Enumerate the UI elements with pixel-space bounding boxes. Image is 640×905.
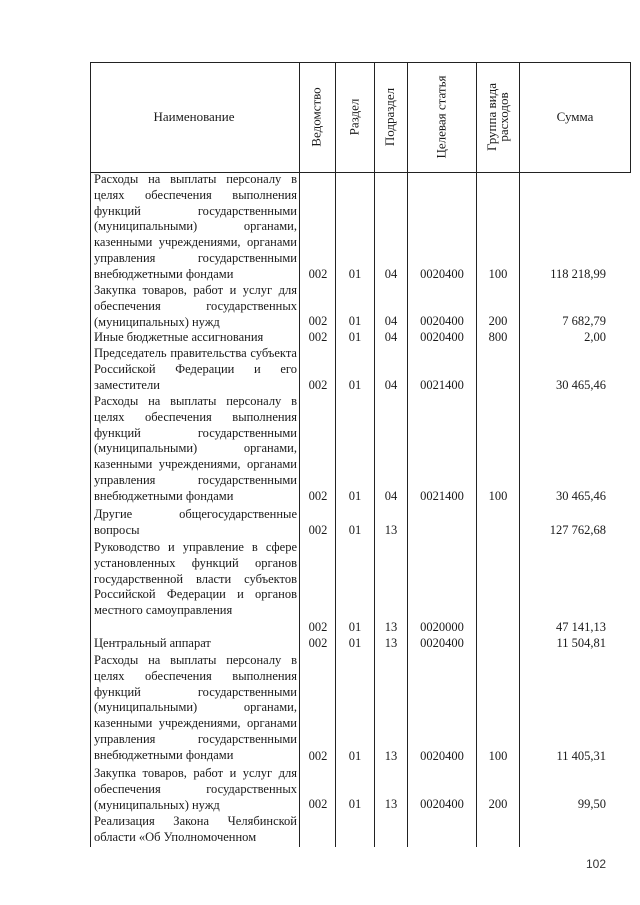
col-divider-summa bbox=[519, 62, 520, 847]
header-gruppa-label bbox=[483, 83, 511, 151]
row-2-razdel: 01 bbox=[348, 330, 362, 344]
row-3-podrazdel: 04 bbox=[384, 378, 398, 392]
row-1-tselevaya: 0020400 bbox=[420, 314, 464, 328]
header-summa: Сумма bbox=[556, 109, 594, 124]
row-4-podrazdel: 04 bbox=[384, 489, 398, 503]
col-divider-vedomstvo bbox=[299, 62, 300, 847]
row-4-gruppa: 100 bbox=[488, 489, 508, 503]
row-0-gruppa: 100 bbox=[488, 267, 508, 281]
header-gruppa-line1: Группа вида bbox=[483, 83, 499, 151]
row-9-razdel: 01 bbox=[348, 797, 362, 811]
row-2-name: Иные бюджетные ассигнования bbox=[94, 330, 264, 344]
row-8-vedomstvo: 002 bbox=[308, 749, 328, 763]
row-4-summa: 30 465,46 bbox=[556, 489, 606, 503]
row-0-podrazdel: 04 bbox=[384, 267, 398, 281]
row-0-vedomstvo: 002 bbox=[308, 267, 328, 281]
row-6-vedomstvo: 002 bbox=[308, 620, 328, 634]
row-9-name: Закупка товаров, работ и услуг для обеспечения государственных (муниципальных) нужд bbox=[94, 766, 297, 812]
header-podrazdel-label: Подраздел bbox=[382, 87, 398, 147]
row-5-name: Другие общегосударственные вопросы bbox=[94, 507, 297, 537]
row-9-summa: 99,50 bbox=[577, 797, 606, 811]
header-tselevaya bbox=[407, 62, 476, 172]
header-vedomstvo-label: Ведомство bbox=[309, 87, 324, 147]
row-7-summa: 11 504,81 bbox=[556, 636, 606, 650]
row-6-tselevaya: 0020000 bbox=[420, 620, 464, 634]
row-2-tselevaya: 0020400 bbox=[420, 330, 464, 344]
page-number: 102 bbox=[586, 857, 607, 871]
row-7-razdel: 01 bbox=[348, 636, 362, 650]
row-3-razdel: 01 bbox=[348, 378, 362, 392]
row-5-podrazdel: 13 bbox=[384, 523, 398, 537]
row-2-podrazdel: 04 bbox=[384, 330, 398, 344]
header-razdel-label: Раздел bbox=[346, 98, 362, 136]
row-5-vedomstvo: 002 bbox=[308, 523, 328, 537]
row-1-podrazdel: 04 bbox=[384, 314, 398, 328]
row-9-vedomstvo: 002 bbox=[308, 797, 328, 811]
row-7-podrazdel: 13 bbox=[384, 636, 398, 650]
header-podrazdel bbox=[374, 62, 407, 172]
row-6-podrazdel: 13 bbox=[384, 620, 398, 634]
header-vedomstvo bbox=[299, 62, 335, 172]
row-9-gruppa: 200 bbox=[488, 797, 508, 811]
row-10-name: Реализация Закона Челябинской области «Об Уполномоченном bbox=[94, 814, 297, 844]
row-0-name: Расходы на выплаты персоналу в целях обеспечения выполнения функций государственными (муниципальными) органами, казенными учреждениями, органами управления государственными внебюджетными фондами bbox=[94, 172, 297, 281]
row-8-razdel: 01 bbox=[348, 749, 362, 763]
row-1-name: Закупка товаров, работ и услуг для обеспечения государственных (муниципальных) нужд bbox=[94, 283, 297, 329]
row-4-tselevaya: 0021400 bbox=[420, 489, 464, 503]
row-1-summa: 7 682,79 bbox=[562, 314, 606, 328]
row-4-name: Расходы на выплаты персоналу в целях обеспечения выполнения функций государственными (муниципальными) органами, казенными учреждениями, органами управления государственными внебюджетными фондами bbox=[94, 394, 297, 503]
row-0-razdel: 01 bbox=[348, 267, 362, 281]
row-1-razdel: 01 bbox=[348, 314, 362, 328]
row-6-summa: 47 141,13 bbox=[556, 620, 606, 634]
row-0-tselevaya: 0020400 bbox=[420, 267, 464, 281]
row-9-podrazdel: 13 bbox=[384, 797, 398, 811]
row-8-gruppa: 100 bbox=[488, 749, 508, 763]
row-3-summa: 30 465,46 bbox=[556, 378, 606, 392]
header-name: Наименование bbox=[153, 109, 235, 124]
row-2-gruppa: 800 bbox=[488, 330, 508, 344]
row-7-vedomstvo: 002 bbox=[308, 636, 328, 650]
table-border-right bbox=[630, 62, 631, 172]
table-border-left bbox=[90, 62, 91, 847]
row-5-razdel: 01 bbox=[348, 523, 362, 537]
row-2-vedomstvo: 002 bbox=[308, 330, 328, 344]
row-8-name: Расходы на выплаты персоналу в целях обеспечения выполнения функций государственными (муниципальными) органами, казенными учреждениями, органами управления государственными внебюджетными фондами bbox=[94, 653, 297, 762]
header-gruppa bbox=[476, 62, 519, 172]
col-divider-tselevaya bbox=[407, 62, 408, 847]
row-7-tselevaya: 0020400 bbox=[420, 636, 464, 650]
header-tselevaya-label: Целевая статья bbox=[433, 75, 449, 159]
row-6-razdel: 01 bbox=[348, 620, 362, 634]
col-divider-gruppa bbox=[476, 62, 477, 847]
row-7-name: Центральный аппарат bbox=[94, 636, 211, 650]
row-5-summa: 127 762,68 bbox=[549, 523, 606, 537]
header-gruppa-line2: расходов bbox=[495, 92, 511, 142]
col-divider-razdel bbox=[335, 62, 336, 847]
row-1-gruppa: 200 bbox=[488, 314, 508, 328]
row-4-vedomstvo: 002 bbox=[308, 489, 328, 503]
row-3-name: Председатель правительства субъекта Российской Федерации и его заместители bbox=[94, 346, 297, 392]
row-2-summa: 2,00 bbox=[584, 330, 606, 344]
header-razdel bbox=[335, 62, 374, 172]
row-9-tselevaya: 0020400 bbox=[420, 797, 464, 811]
row-3-tselevaya: 0021400 bbox=[420, 378, 464, 392]
row-3-vedomstvo: 002 bbox=[308, 378, 328, 392]
row-6-name: Руководство и управление в сфере установленных функций органов государственной власти субъектов Российской Федерации и органов местного самоуправления bbox=[94, 540, 297, 618]
row-1-vedomstvo: 002 bbox=[308, 314, 328, 328]
row-8-tselevaya: 0020400 bbox=[420, 749, 464, 763]
row-0-summa: 118 218,99 bbox=[550, 267, 606, 281]
col-divider-podrazdel bbox=[374, 62, 375, 847]
row-4-razdel: 01 bbox=[348, 489, 362, 503]
row-8-podrazdel: 13 bbox=[384, 749, 398, 763]
row-8-summa: 11 405,31 bbox=[556, 749, 606, 763]
